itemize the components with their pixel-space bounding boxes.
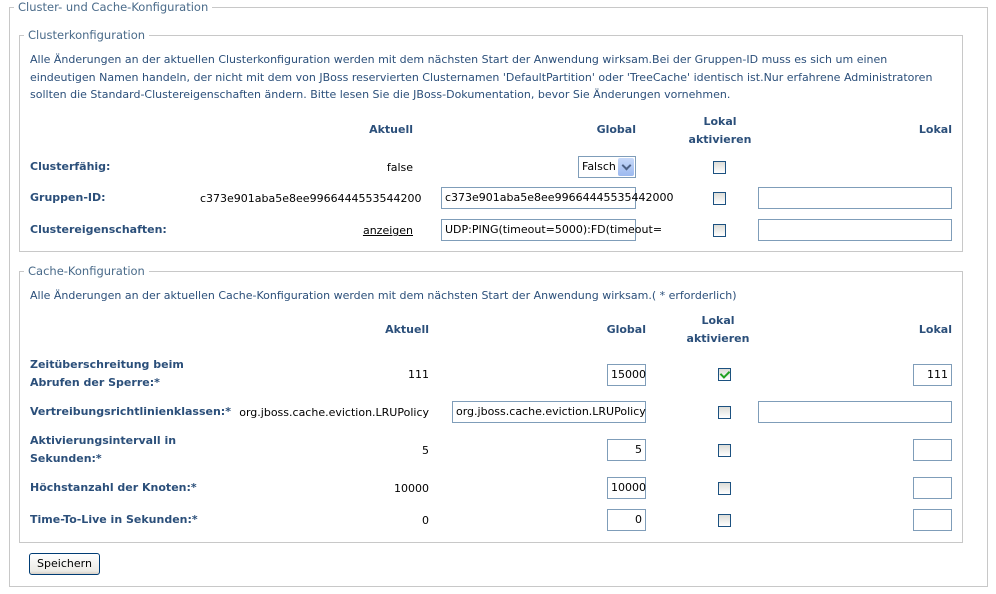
cluster-header-global: Global (596, 123, 636, 136)
cache-description: Alle Änderungen an der aktuellen Cache-Konfiguration werden mit dem nächsten Start der Anwendung wirksam.( * erforderlich) (30, 289, 737, 302)
cluster-capable-current: false (386, 161, 413, 174)
cluster-capable-select[interactable] (578, 156, 636, 178)
lock-timeout-local-checkbox[interactable] (718, 368, 731, 381)
label-line: Aktivierungsintervall in (30, 434, 177, 447)
cluster-description (30, 51, 932, 104)
max-nodes-label: Höchstanzahl der Knoten:* (30, 481, 197, 494)
time-to-live-label: Time-To-Live in Sekunden:* (30, 513, 198, 526)
cluster-properties-label: Clustereigenschaften: (30, 223, 167, 236)
activation-interval-label (30, 432, 176, 468)
section-legend: Cluster- und Cache-Konfiguration (18, 0, 209, 14)
header-line: aktivieren (686, 332, 750, 345)
time-to-live-global-input[interactable]: 0 (607, 509, 646, 531)
save-button[interactable]: Speichern (29, 553, 100, 575)
cache-legend: Cache-Konfiguration (28, 264, 145, 278)
activation-interval-local-checkbox[interactable] (718, 444, 731, 457)
header-line: Lokal (703, 115, 737, 128)
lock-timeout-local-input[interactable]: 111 (913, 364, 952, 386)
cluster-description-line: Alle Änderungen an der aktuellen Clusterkonfiguration werden mit dem nächsten Start der Anwendung wirksam.Bei der Gruppen-ID muss es sich um einen (30, 53, 888, 66)
group-id-global-input[interactable]: c373e901aba5e8ee99664445535442000 (441, 187, 636, 209)
activation-interval-current: 5 (422, 444, 429, 457)
lock-timeout-global-input[interactable]: 15000 (607, 364, 646, 386)
activation-interval-global-input[interactable]: 5 (607, 439, 646, 461)
eviction-policy-global-input[interactable]: org.jboss.cache.eviction.LRUPolicy (452, 401, 646, 423)
label-line: Sekunden:* (30, 452, 102, 465)
cluster-header-local-enable (660, 113, 780, 149)
cluster-header-current: Aktuell (369, 123, 413, 136)
eviction-policy-local-checkbox[interactable] (718, 406, 731, 419)
cluster-properties-local-input[interactable] (758, 219, 952, 241)
eviction-policy-label: Vertreibungsrichtlinienklassen:* (30, 405, 231, 418)
cache-header-local-enable (658, 312, 778, 348)
time-to-live-local-input[interactable] (913, 509, 952, 531)
time-to-live-current: 0 (422, 514, 429, 527)
cluster-description-line: sollten die Standard-Clustereigenschaften ändern. Bitte lesen Sie die JBoss-Dokumentation, bevor Sie Änderungen vornehmen. (30, 88, 731, 101)
time-to-live-local-checkbox[interactable] (718, 514, 731, 527)
eviction-policy-local-input[interactable] (758, 401, 952, 423)
group-id-label: Gruppen-ID: (30, 191, 106, 204)
header-line: Lokal (701, 314, 735, 327)
group-id-local-checkbox[interactable] (713, 192, 726, 205)
group-id-current: c373e901aba5e8ee9966444553544200 (200, 192, 422, 205)
header-line: aktivieren (688, 133, 752, 146)
cluster-description-line: eindeutigen Namen handeln, der nicht mit dem von JBoss reservierten Clusternamen 'DefaultPartition' oder 'TreeCache' identisch ist.Nur erfahrene Administratoren (30, 70, 933, 84)
max-nodes-global-input[interactable]: 10000 (607, 477, 646, 499)
cluster-properties-global-input[interactable]: UDP:PING(timeout=5000):FD(timeout= (441, 219, 636, 241)
cache-header-global: Global (606, 323, 646, 336)
chevron-down-icon (618, 158, 634, 176)
eviction-policy-current: org.jboss.cache.eviction.LRUPolicy (239, 406, 429, 419)
activation-interval-local-input[interactable] (913, 439, 952, 461)
cache-header-local: Lokal (918, 323, 952, 336)
cluster-properties-local-checkbox[interactable] (713, 224, 726, 237)
cluster-capable-local-checkbox[interactable] (713, 161, 726, 174)
label-line: Zeitüberschreitung beim (30, 358, 184, 371)
group-id-local-input[interactable] (758, 187, 952, 209)
max-nodes-local-input[interactable] (913, 477, 952, 499)
max-nodes-local-checkbox[interactable] (718, 482, 731, 495)
max-nodes-current: 10000 (394, 482, 429, 495)
cache-header-current: Aktuell (385, 323, 429, 336)
lock-timeout-current: 111 (408, 368, 429, 381)
label-line: Abrufen der Sperre:* (30, 376, 160, 389)
lock-timeout-label (30, 356, 184, 392)
show-properties-link[interactable]: anzeigen (362, 224, 413, 237)
cluster-header-local: Lokal (918, 123, 952, 136)
select-value: Falsch (582, 160, 616, 173)
cluster-capable-label: Clusterfähig: (30, 160, 111, 173)
cluster-legend: Clusterkonfiguration (28, 28, 146, 42)
